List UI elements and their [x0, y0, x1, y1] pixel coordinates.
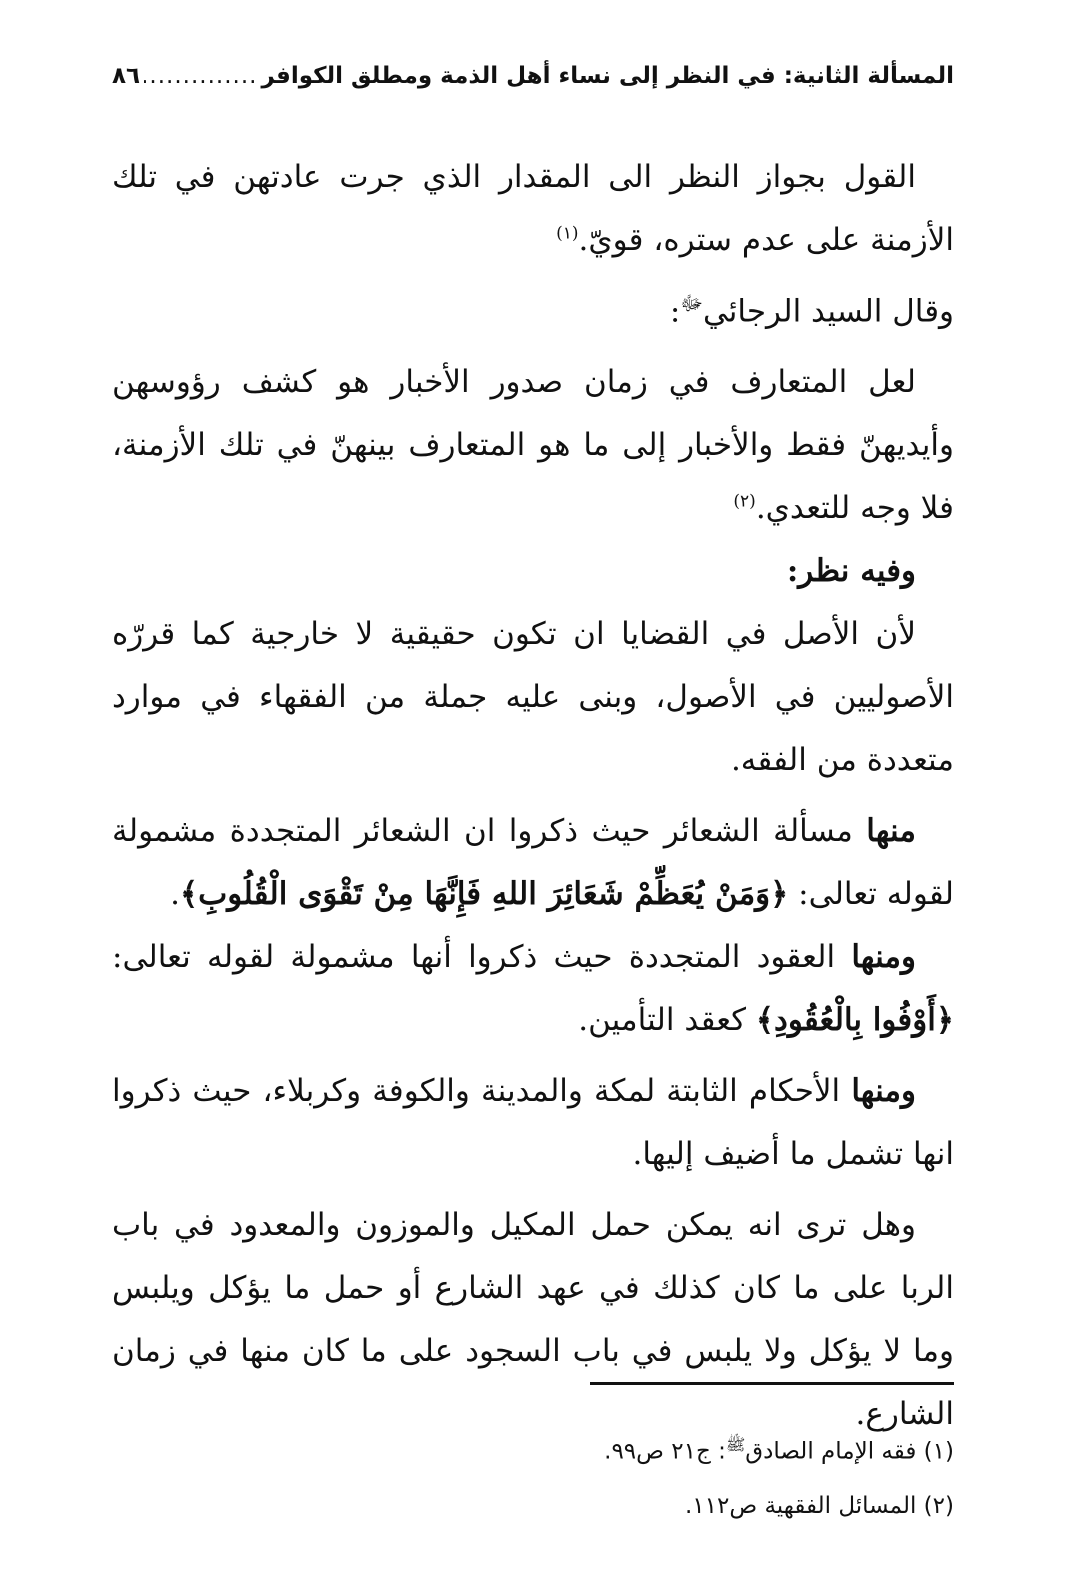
paragraph-7-text: الأحكام الثابتة لمكة والمدينة والكوفة وكربلاء، حيث ذكروا انها تشمل ما أضيف إليها.: [112, 1073, 954, 1173]
paragraph-2: [112, 272, 954, 343]
footnote-ref-2: (٢): [733, 492, 756, 512]
paragraph-5-text: مسألة الشعائر حيث ذكروا ان الشعائر المتجددة مشمولة لقوله تعالى:: [112, 813, 954, 913]
footnote-1-rest: : ج٢١ ص٩٩.: [604, 1438, 726, 1465]
paragraph-1-text: القول بجواز النظر الى المقدار الذي جرت عادتهن في تلك الأزمنة على عدم ستره، قويّ.: [112, 159, 954, 258]
quran-verse-1: ﴿وَمَنْ يُعَظِّمْ شَعَائِرَ اللهِ فَإِنَّهَا مِنْ تَقْوَى الْقُلُوبِ﴾: [179, 876, 789, 913]
paragraph-7-lead: ومنها: [851, 1073, 916, 1110]
paragraph-3: [112, 351, 954, 540]
paragraph-1: [112, 146, 954, 272]
paragraph-2-colon: :: [669, 293, 681, 330]
paragraph-5-end: .: [170, 876, 180, 913]
paragraph-4: لأن الأصل في القضايا ان تكون حقيقية لا خارجية كما قررّه الأصوليين في الأصول، وبنى عليه جملة من الفقهاء في موارد متعددة من الفقه.: [112, 616, 954, 779]
header-title: المسألة الثانية: في النظر إلى نساء أهل الذمة ومطلق الكوافر: [261, 63, 954, 89]
section-heading: وفيه نظر:: [786, 553, 916, 590]
paragraph-6-text: العقود المتجددة حيث ذكروا أنها مشمولة لقوله تعالى:: [112, 939, 852, 976]
main-text: [112, 146, 954, 1446]
paragraph-6-end: كعقد التأمين.: [578, 1002, 756, 1039]
quran-verse-2: ﴿أَوْفُوا بِالْعُقُودِ﴾: [755, 1002, 954, 1039]
header-leader-dots: [144, 63, 257, 89]
paragraph-6: [112, 926, 954, 1052]
footnote-1-honorific: ﷺ: [725, 1435, 746, 1454]
paragraph-8: وهل ترى انه يمكن حمل المكيل والموزون والمعدود في باب الربا على ما كان كذلك في عهد الشارع أو حمل ما يؤكل ويلبس وما لا يؤكل ولا يلبس في باب السجود على ما كان منها في زمان الشارع.: [112, 1207, 954, 1433]
footnote-2: (٢) المسائل الفقهية ص١١٢.: [684, 1492, 954, 1519]
running-header: [112, 56, 954, 96]
page-number: ٨٦: [112, 63, 141, 89]
footnote-1: [112, 1418, 954, 1479]
paragraph-5: [112, 800, 954, 926]
footnotes: [112, 1418, 954, 1533]
paragraph-5-lead: منها: [866, 813, 916, 850]
honorific-symbol: ﷻ: [680, 291, 703, 315]
paragraph-2-text: وقال السيد الرجائي: [702, 293, 954, 330]
footnote-1-text: (١) فقه الإمام الصادق: [745, 1438, 954, 1465]
paragraph-6-lead: ومنها: [851, 939, 916, 976]
paragraph-7: [112, 1060, 954, 1186]
footnote-separator: [590, 1382, 954, 1385]
paragraph-3-text: لعل المتعارف في زمان صدور الأخبار هو كشف رؤوسهن وأيديهنّ فقط والأخبار إلى ما هو المتعارف بينهنّ في تلك الأزمنة، فلا وجه للتعدي.: [112, 364, 954, 527]
footnote-ref-1: (١): [556, 223, 579, 244]
